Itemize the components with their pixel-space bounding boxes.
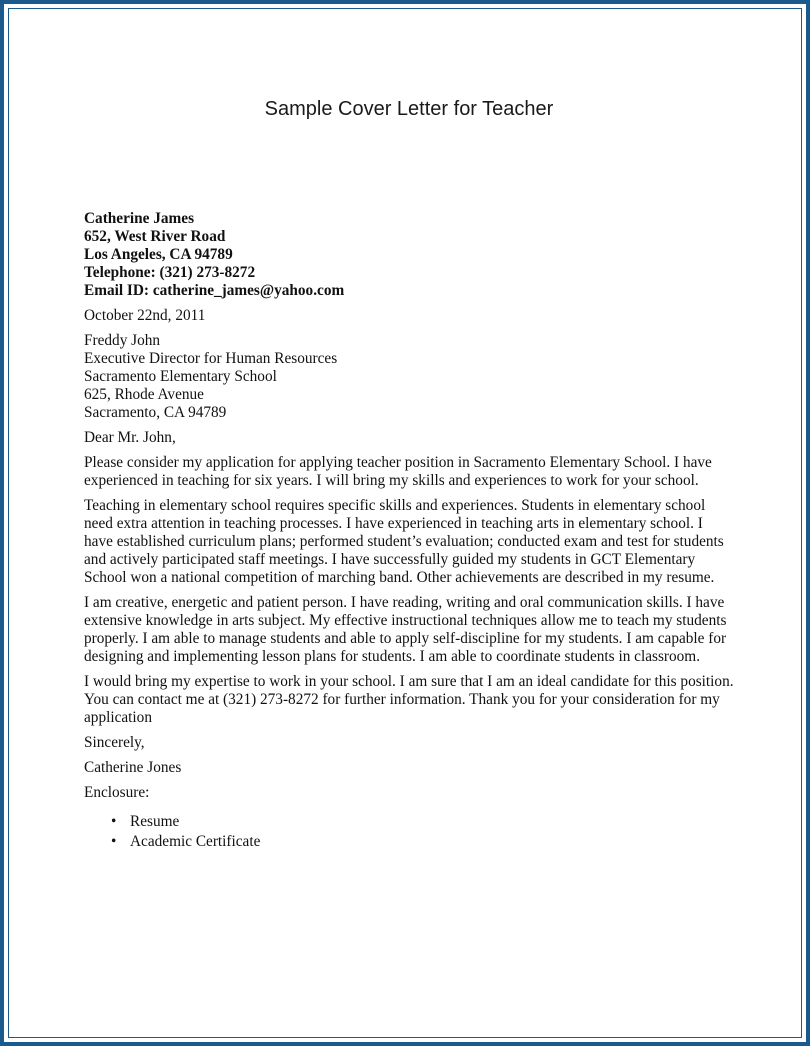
- letter-date: October 22nd, 2011: [84, 307, 206, 324]
- letter-body: [84, 210, 734, 852]
- sender-address-block: [84, 210, 734, 300]
- body-paragraph-4: I would bring my expertise to work in your school. I am sure that I am an ideal candidate for this position. You can contact me at (321) 273-8272 for further information. Thank you for your consideration for my application: [84, 673, 734, 726]
- bullet-icon: •: [111, 813, 117, 830]
- document-title: Sample Cover Letter for Teacher: [264, 98, 554, 120]
- recipient-city: Sacramento, CA 94789: [84, 404, 227, 421]
- enclosure-label: Enclosure:: [84, 784, 150, 801]
- enclosure-item: [84, 812, 734, 832]
- sender-name: Catherine James: [84, 210, 195, 227]
- sender-city: Los Angeles, CA 94789: [84, 246, 233, 263]
- enclosure-item-label: Resume: [130, 813, 180, 830]
- body-paragraph-3: I am creative, energetic and patient person. I have reading, writing and oral communication skills. I have extensive knowledge in arts subject. My effective instructional techniques allow me to teach my students properly. I am able to manage students and able to apply self-discipline for my students. I am capable for designing and implementing lesson plans for students. I am able to coordinate students in classroom.: [84, 594, 727, 665]
- body-paragraph-2: Teaching in elementary school requires specific skills and experiences. Students in elementary school need extra attention in teaching processes. I have experienced in teaching arts in elementary school. I have established curriculum plans; performed student’s evaluation; conducted exam and test for students and actively participated staff meetings. I have successfully guided my students in GCT Elementary School won a national competition of marching band. Other achievements are described in my resume.: [84, 497, 724, 586]
- salutation: Dear Mr. John,: [84, 429, 176, 446]
- sender-street: 652, West River Road: [84, 228, 226, 245]
- recipient-organization: Sacramento Elementary School: [84, 368, 277, 385]
- enclosure-item: [84, 832, 734, 852]
- recipient-address-block: [84, 332, 734, 422]
- closing: Sincerely,: [84, 734, 145, 751]
- bullet-icon: •: [111, 833, 117, 850]
- sender-telephone: Telephone: (321) 273-8272: [84, 264, 256, 281]
- body-paragraph-1: Please consider my application for applying teacher position in Sacramento Elementary School. I have experienced in teaching for six years. I will bring my skills and experiences to work for your school.: [84, 454, 712, 489]
- enclosure-list: [84, 812, 734, 852]
- enclosure-item-label: Academic Certificate: [130, 833, 261, 850]
- recipient-name: Freddy John: [84, 332, 161, 349]
- signature-name: Catherine Jones: [84, 759, 182, 776]
- recipient-street: 625, Rhode Avenue: [84, 386, 204, 403]
- recipient-position: Executive Director for Human Resources: [84, 350, 338, 367]
- sender-email: Email ID: catherine_james@yahoo.com: [84, 282, 345, 299]
